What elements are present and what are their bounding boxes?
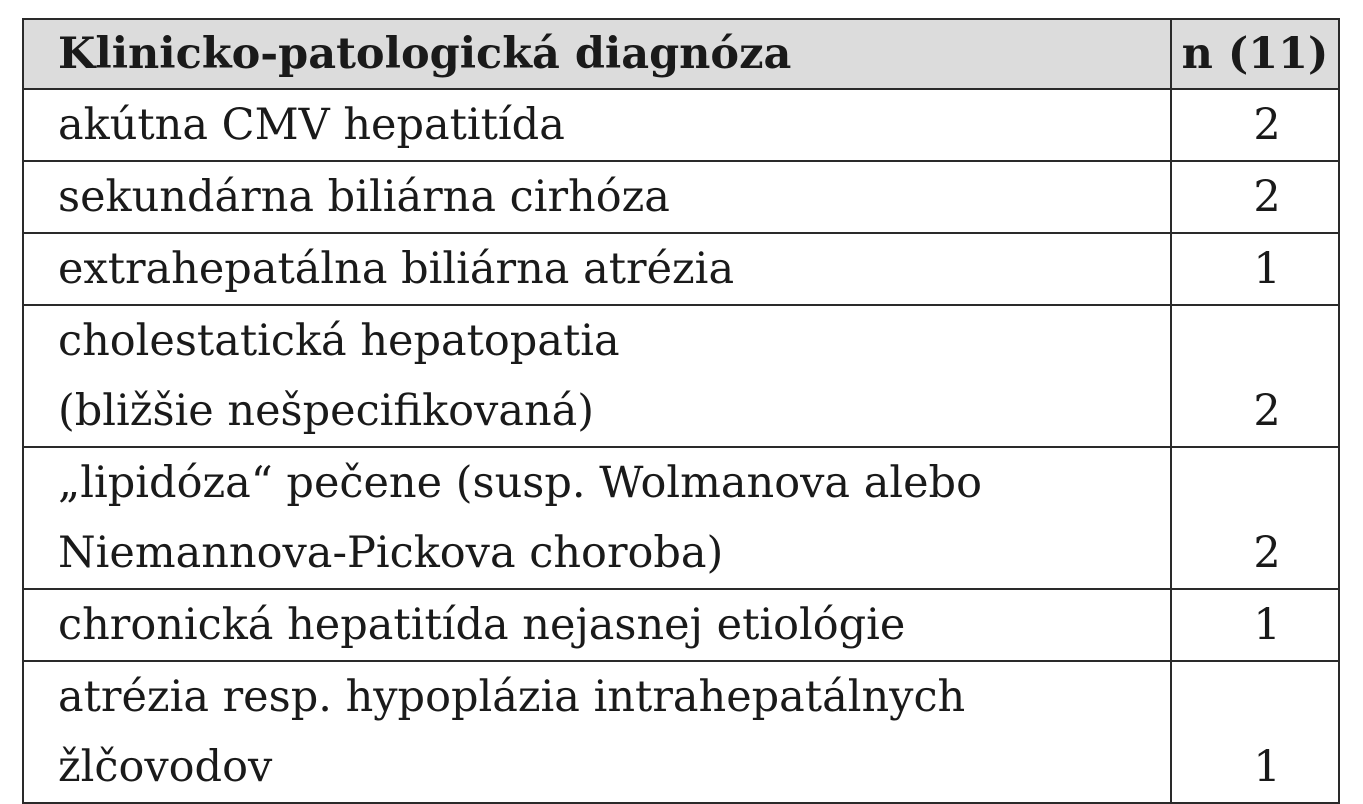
diagnosis-cell: atrézia resp. hypoplázia intrahepatálnych žlčovodov xyxy=(23,661,1171,803)
count-cell: 2 xyxy=(1171,161,1339,233)
table-row xyxy=(23,589,1339,661)
count-cell: 2 xyxy=(1171,305,1339,447)
count-cell: 1 xyxy=(1171,589,1339,661)
diagnosis-cell: sekundárna biliárna cirhóza xyxy=(23,161,1171,233)
table-header-row xyxy=(23,19,1339,89)
table-row xyxy=(23,447,1339,589)
table-row xyxy=(23,661,1339,803)
diagnosis-cell: extrahepatálna biliárna atrézia xyxy=(23,233,1171,305)
diagnosis-table xyxy=(22,18,1340,804)
column-header-count: n (11) xyxy=(1171,19,1339,89)
table-row xyxy=(23,161,1339,233)
diagnosis-cell: akútna CMV hepatitída xyxy=(23,89,1171,161)
diagnosis-table-container xyxy=(22,18,1338,804)
diagnosis-cell: cholestatická hepatopatia (bližšie nešpecifikovaná) xyxy=(23,305,1171,447)
table-row xyxy=(23,233,1339,305)
count-cell: 2 xyxy=(1171,89,1339,161)
count-cell: 2 xyxy=(1171,447,1339,589)
count-cell: 1 xyxy=(1171,233,1339,305)
diagnosis-cell: chronická hepatitída nejasnej etiológie xyxy=(23,589,1171,661)
count-cell: 1 xyxy=(1171,661,1339,803)
table-row xyxy=(23,305,1339,447)
column-header-diagnosis: Klinicko-patologická diagnóza xyxy=(23,19,1171,89)
diagnosis-cell: „lipidóza“ pečene (susp. Wolmanova alebo Niemannova-Pickova choroba) xyxy=(23,447,1171,589)
table-row xyxy=(23,89,1339,161)
